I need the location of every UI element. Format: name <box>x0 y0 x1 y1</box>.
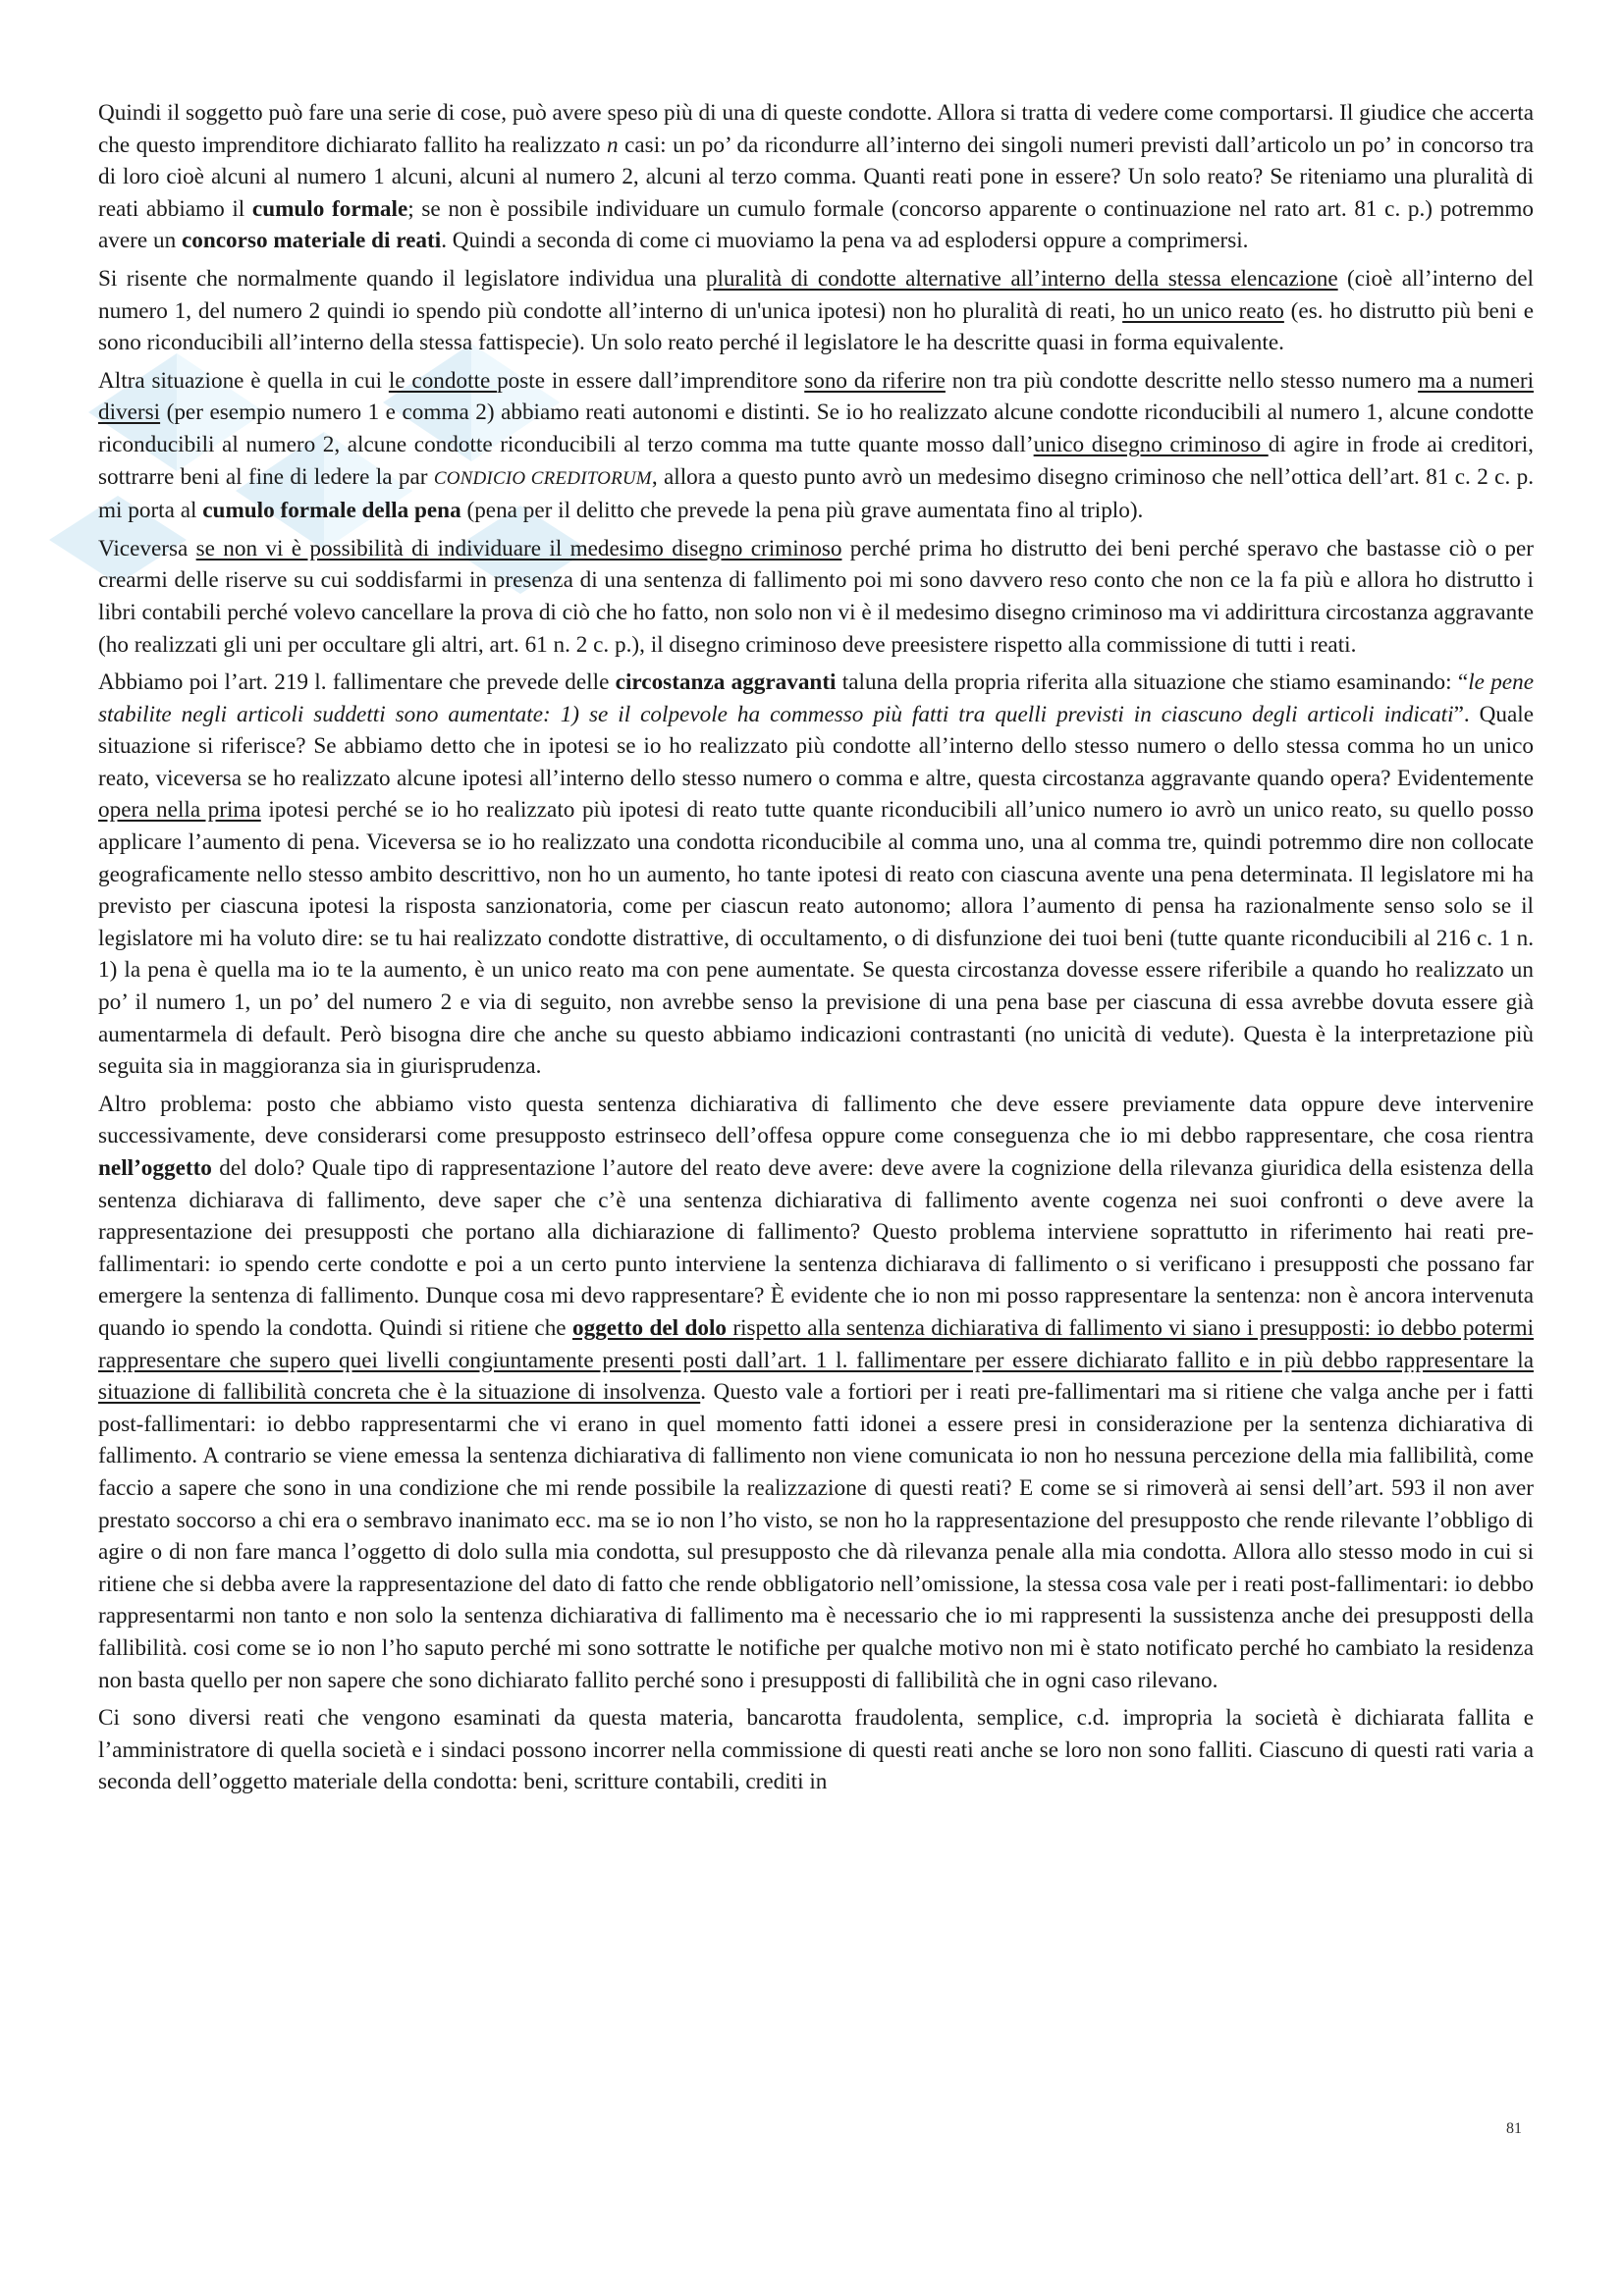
text-run: del dolo? Quale tipo di rappresentazione l’autore del reato deve avere: deve avere la cognizione della rilevanza giuridica della esistenza della sentenza dichiarava di fallimento, deve saper che c’è una sentenza dichiarativa di fallimento avente cogenza nei suoi confronti o deve avere la rappresentazione dei presupposti che portano alla dichiarazione di fallimento? Questo problema interviene soprattutto in riferimento hai reati pre-fallimentari: io spendo certe condotte e poi a un certo punto interviene la sentenza dichiarava di fallimento o si verificano i presupposti che possano far emergere la sentenza di fallimento. Dunque cosa mi devo rappresentare? È evidente che io non mi posso rappresentare la sentenza: non è ancora intervenuta quando io spendo la condotta. Quindi si ritiene che <box>98 1155 1534 1341</box>
text-run: ; se non è possibile individuare un cumulo formale (concorso apparente o continuazione nel rato art. 81 c. p.) potremmo avere un <box>98 195 1534 254</box>
text-run: taluna della propria riferita alla situazione che stiamo esaminando: “ <box>836 669 1469 696</box>
text-run: non tra più condotte descritte nello stesso numero <box>945 367 1419 394</box>
text-run: Altro problema: posto che abbiamo visto questa sentenza dichiarativa di fallimento che deve essere previamente data oppure deve intervenire successivamente, deve considerarsi come presupposto estrinseco dell’offesa oppure come conseguenza che io mi debbo rappresentare, che cosa rientra <box>98 1091 1534 1149</box>
bold-term: nell’oggetto <box>98 1155 212 1181</box>
paragraph-2 <box>98 263 1534 359</box>
paragraph-5 <box>98 667 1534 1083</box>
paragraph-4 <box>98 533 1534 661</box>
underlined-text: ho un unico reato <box>1122 297 1284 324</box>
text-run: Quindi il soggetto può fare una serie di cose, può avere speso più di una di queste condotte. Allora si tratta di vedere come comportarsi. Il giudice che accerta che questo imprenditore dichiarato fallito ha realizzato <box>98 100 1534 158</box>
underlined-text: unico disegno criminoso <box>1033 431 1269 457</box>
paragraph-3 <box>98 365 1534 527</box>
paragraph-6 <box>98 1089 1534 1696</box>
page-number: 81 <box>1506 2120 1522 2137</box>
text-run: Si risente che normalmente quando il legislatore individua una <box>98 265 706 292</box>
bold-term: cumulo formale della pena <box>202 498 461 524</box>
paragraph-7 <box>98 1702 1534 1798</box>
bold-term: cumulo formale <box>251 195 408 222</box>
paragraph-1 <box>98 97 1534 257</box>
bold-term: concorso materiale di reati <box>181 228 442 254</box>
latin-term: CONDICIO CREDITORUM <box>433 467 652 489</box>
underlined-text: ma a numeri diversi <box>98 367 1535 426</box>
text-run: di agire in frode ai creditori, sottrarre beni al fine di ledere la par <box>98 431 1534 490</box>
text-run: poste in essere dall’imprenditore <box>497 367 805 394</box>
text-run: Abbiamo poi l’art. 219 l. fallimentare che prevede delle <box>98 669 616 696</box>
underlined-text: rispetto alla sentenza dichiarativa di fallimento vi siano i presupposti: io debbo potermi rappresentare che supero quei livelli congiuntamente presenti posti dall’art. 1 l. fallimentare per essere dichiarato fallito e in più debbo rappresentare la situazione di fallibilità concreta che è la situazione di insolvenza <box>98 1314 1535 1406</box>
underlined-text: le condotte <box>388 367 498 394</box>
underlined-text: sono da riferire <box>804 367 946 394</box>
text-run: (pena per il delitto che prevede la pena più grave aumentata fino al triplo). <box>460 498 1144 524</box>
text-run: (per esempio numero 1 e comma 2) abbiamo reati autonomi e distinti. Se io ho realizzato alcune condotte riconducibili al numero 1, alcune condotte riconducibili al numero 2, alcune condotte riconducibili al terzo comma ma tutte quante mosso dall’ <box>98 400 1534 457</box>
text-run: , allora a questo punto avrò un medesimo disegno criminoso che nell’ottica dell’art. 81 c. 2 c. p. mi porta al <box>98 463 1534 524</box>
text-run: ”. Quale situazione si riferisce? Se abbiamo detto che in ipotesi se io ho realizzato più condotte all’interno dello stesso numero o dello stessa comma ho un unico reato, viceversa se ho realizzato alcune ipotesi all’interno dello stesso numero o comma e altre, questa circostanza aggravante quando opera? Evidentemente <box>98 701 1534 791</box>
text-run: Ci sono diversi reati che vengono esaminati da questa materia, bancarotta fraudolenta, semplice, c.d. impropria la società è dichiarata fallita e l’amministratore di quella società e i sindaci possono incorrer nella commissione di questi reati anche se loro non sono falliti. Ciascuno di questi rati varia a seconda dell’oggetto materiale della condotta: beni, scritture contabili, crediti in <box>98 1705 1534 1795</box>
italic-quote: le pene stabilite negli articoli suddetti sono aumentate: 1) se il colpevole ha commesso più fatti tra quelli previsti in ciascuno degli articoli indicati <box>98 669 1534 727</box>
underlined-text: pluralità di condotte alternative all’interno della stessa elencazione <box>705 265 1338 292</box>
underlined-text: opera nella prima <box>98 797 261 824</box>
text-run: casi: un po’ da ricondurre all’interno dei singoli numeri previsti dall’articolo un po’ in concorso tra di loro cioè alcuni al numero 1 alcuni, alcuni al numero 2, alcuni al terzo comma. Quanti reati pone in essere? Un solo reato? Se riteniamo una pluralità di reati abbiamo il <box>98 132 1534 222</box>
text-run: perché prima ho distrutto dei beni perché speravo che bastasse ciò o per crearmi delle riserve su cui soddisfarmi in presenza di una sentenza di fallimento poi mi sono davvero reso conto che non ce la fa più e allora ho distrutto i libri contabili perché volevo cancellare la prova di ciò che ho fatto, non solo non vi è il medesimo disegno criminoso ma vi addirittura circostanza aggravante (ho realizzati gli uni per occultare gli altri, art. 61 n. 2 c. p.), il disegno criminoso deve preesistere rispetto alla commissione di tutti i reati. <box>98 535 1534 658</box>
bold-term: circostanza aggravanti <box>615 669 837 696</box>
text-run: . Quindi a seconda di come ci muoviamo la pena va ad esplodersi oppure a comprimersi. <box>441 228 1249 254</box>
text-run: (cioè all’interno del numero 1, del numero 2 quindi io spendo più condotte all’interno di un'unica ipotesi) non ho pluralità di reati, <box>98 265 1535 324</box>
text-run: Viceversa <box>98 535 196 561</box>
text-run: (es. ho distrutto più beni e sono riconducibili all’interno della stessa fattispecie). Un solo reato perché il legislatore le ha descritte quasi in forma equivalente. <box>98 297 1534 356</box>
text-run: Altra situazione è quella in cui <box>98 367 389 394</box>
italic-text: n <box>607 132 619 158</box>
document-body <box>98 97 1534 1804</box>
bold-underlined-term: oggetto del dolo <box>571 1314 727 1341</box>
underlined-text: se non vi è possibilità di individuare il medesimo disegno criminoso <box>195 535 842 561</box>
text-run: ipotesi perché se io ho realizzato più ipotesi di reato tutte quante riconducibili all’unico numero io avrò un unico reato, su quello posso applicare l’aumento di pena. Viceversa se io ho realizzato una condotta riconducibile al comma uno, una al comma tre, quindi potremmo dire non collocate geograficamente nello stesso ambito descrittivo, non ho un aumento, ho tante ipotesi di reato con ciascuna avente una pena determinata. Il legislatore mi ha previsto per ciascuna ipotesi la risposta sanzionatoria, come per ciascun reato autonomo; allora l’aumento di pensa ha razionalmente senso solo se il legislatore mi ha voluto dire: se tu hai realizzato condotte distrattive, di occultamento, o di disfunzione dei tuoi beni (tutte quante riconducibili al 216 c. 1 n. 1) la pena è quella ma io te la aumento, è un unico reato ma con pene aumentate. Se questa circostanza dovesse essere riferibile a quando ho realizzato un po’ il numero 1, un po’ del numero 2 e via di seguito, non avrebbe senso la previsione di una pena base per ciascuna di essa avrebbe dovuta essere già aumentarmela di default. Però bisogna dire che anche su questo abbiamo indicazioni contrastanti (no unicità di vedute). Questa è la interpretazione più seguita sia in maggioranza sia in giurisprudenza. <box>98 797 1534 1080</box>
text-run: . Questo vale a fortiori per i reati pre-fallimentari ma si ritiene che valga anche per i fatti post-fallimentari: io debbo rappresentarmi che vi erano in quel momento fatti idonei a essere presi in considerazione per la sentenza dichiarativa di fallimento. A contrario se viene emessa la sentenza dichiarativa di fallimento non viene comunicata io non ho nessuna percezione della mia fallibilità, come faccio a sapere che sono in una condizione che mi rende possibile la realizzazione di questi reati? E come se si rimoverà ai sensi dell’art. 593 il non aver prestato soccorso a chi era o sembravo inanimato ecc. ma se io non l’ho visto, se non ho la rappresentazione del presupposto che rende rilevante l’obbligo di agire o di non fare manca l’oggetto di dolo sulla mia condotta, sul presupposto che dà rilevanza penale alla mia condotta. Allora allo stesso modo in cui si ritiene che si debba avere la rappresentazione del dato di fatto che rende obbligatorio nell’omissione, la stessa cosa vale per i reati post-fallimentari: io debbo rappresentarmi non tanto e non solo la sentenza dichiarativa di fallimento ma è necessario che io mi rappresenti la sussistenza anche dei presupposti della fallibilità. cosi come se io non l’ho saputo perché mi sono sottratte le notifiche per qualche motivo non mi è stato notificato perché ho cambiato la residenza non basta quello per non sapere che sono dichiarato fallito perché sono i presupposti di fallibilità che in ogni caso rilevano. <box>98 1379 1534 1693</box>
